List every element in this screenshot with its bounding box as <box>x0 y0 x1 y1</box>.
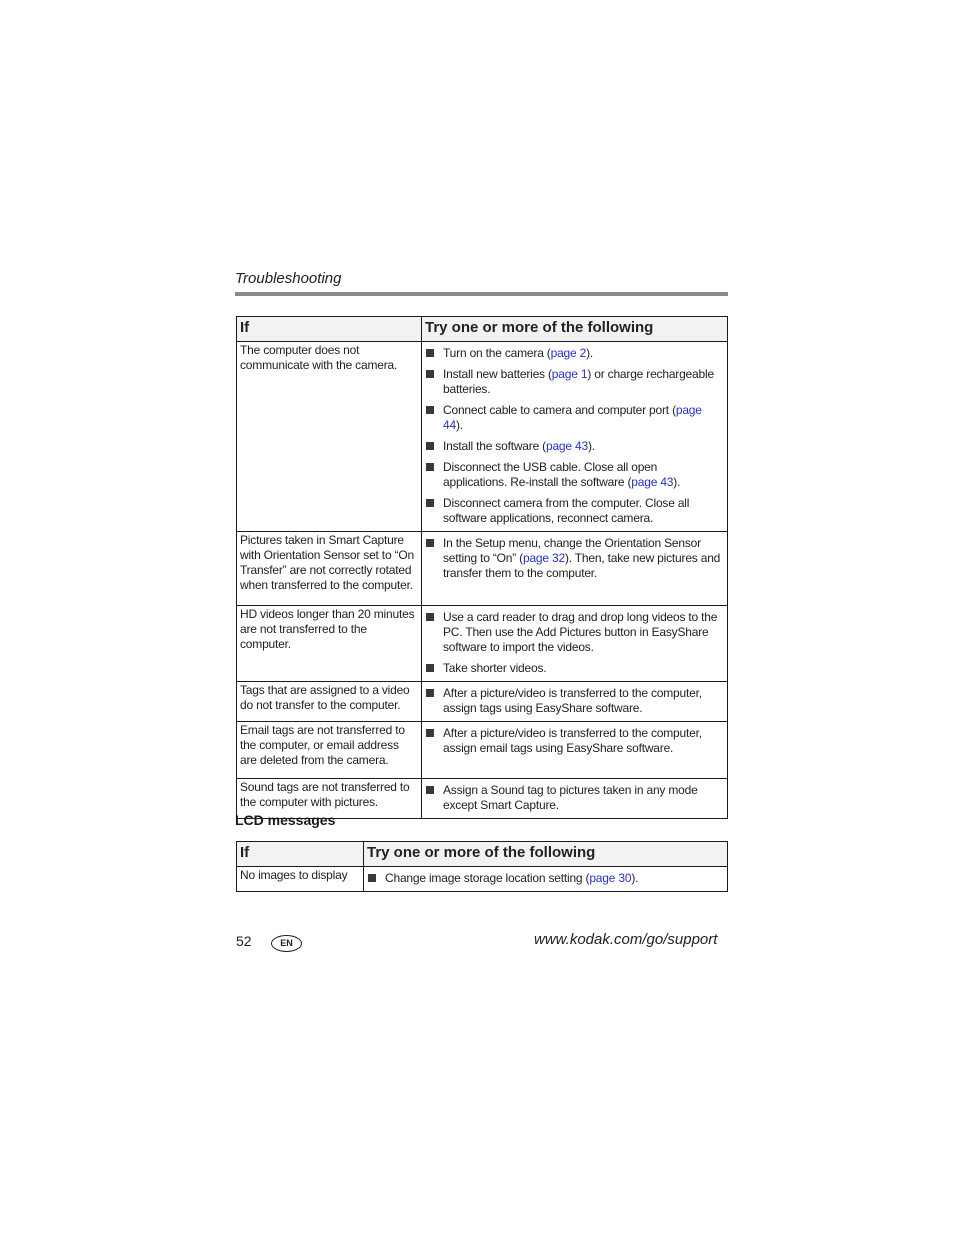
page-link[interactable]: page 32 <box>522 551 565 565</box>
solution-text-end: ). <box>587 439 595 453</box>
solution-item <box>425 536 723 581</box>
square-bullet-icon <box>426 539 434 547</box>
solution-text-end: ) or charge rechargeable batteries. <box>443 367 714 396</box>
square-bullet-icon <box>426 406 434 414</box>
solution-text-end: ). <box>455 418 463 432</box>
square-bullet-icon <box>426 349 434 357</box>
section-title: Troubleshooting <box>235 270 342 287</box>
condition-cell: Pictures taken in Smart Capture with Orientation Sensor set to “On Transfer” are not correctly rotated when transferred to the computer. <box>237 532 422 606</box>
solutions-cell <box>422 606 728 682</box>
solution-item <box>425 610 723 655</box>
solution-item <box>425 403 723 433</box>
lcd-messages-table <box>236 841 728 892</box>
troubleshooting-table <box>236 316 728 819</box>
solution-text: In the Setup menu, change the Orientation Sensor setting to “On” ( <box>443 536 701 565</box>
solution-text-end: ). <box>673 475 681 489</box>
page-link[interactable]: page 44 <box>443 403 702 432</box>
solution-text-end: ). <box>586 346 594 360</box>
solution-list <box>425 726 723 756</box>
solution-list <box>367 871 723 886</box>
solution-item <box>425 726 723 756</box>
condition-cell: Tags that are assigned to a video do not transfer to the computer. <box>237 682 422 722</box>
solution-item <box>425 460 723 490</box>
condition-cell: HD videos longer than 20 minutes are not transferred to the computer. <box>237 606 422 682</box>
square-bullet-icon <box>426 499 434 507</box>
header-rule <box>235 292 728 296</box>
solution-text: After a picture/video is transferred to the computer, assign tags using EasyShare software. <box>443 686 702 715</box>
table-row <box>237 682 728 722</box>
solution-item <box>425 783 723 813</box>
solution-text: Change image storage location setting ( <box>385 871 590 885</box>
col-header-if: If <box>237 317 422 342</box>
square-bullet-icon <box>426 689 434 697</box>
solutions-cell <box>422 722 728 779</box>
solution-item <box>425 686 723 716</box>
solution-text: Connect cable to camera and computer port ( <box>443 403 676 417</box>
page-link[interactable]: page 1 <box>551 367 588 381</box>
solutions-cell <box>422 682 728 722</box>
solution-text: Disconnect camera from the computer. Close all software applications, reconnect camera. <box>443 496 690 525</box>
solution-text: Disconnect the USB cable. Close all open applications. Re-install the software ( <box>443 460 658 489</box>
table-row <box>237 606 728 682</box>
solution-text-end: ). <box>631 871 639 885</box>
solution-item <box>425 346 723 361</box>
condition-cell: Sound tags are not transferred to the computer with pictures. <box>237 779 422 819</box>
solution-item <box>367 871 723 886</box>
page-link[interactable]: page 43 <box>631 475 674 489</box>
solution-text-end: ). Then, take new pictures and transfer them to the computer. <box>443 551 721 580</box>
square-bullet-icon <box>426 463 434 471</box>
solution-list <box>425 783 723 813</box>
table-row <box>237 867 728 892</box>
solution-list <box>425 536 723 581</box>
solution-text: Install new batteries ( <box>443 367 552 381</box>
square-bullet-icon <box>426 664 434 672</box>
language-badge: EN <box>271 935 302 952</box>
solution-text: Use a card reader to drag and drop long videos to the PC. Then use the Add Pictures button in EasyShare software to import the videos. <box>443 610 718 654</box>
square-bullet-icon <box>426 729 434 737</box>
table-row <box>237 532 728 606</box>
col-header-if: If <box>237 842 364 867</box>
condition-cell: The computer does not communicate with the camera. <box>237 342 422 532</box>
condition-cell: Email tags are not transferred to the computer, or email address are deleted from the camera. <box>237 722 422 779</box>
solutions-cell <box>364 867 728 892</box>
solution-list <box>425 610 723 676</box>
solutions-cell <box>422 779 728 819</box>
square-bullet-icon <box>426 370 434 378</box>
page-number: 52 <box>236 933 252 949</box>
solution-text: After a picture/video is transferred to the computer, assign email tags using EasyShare software. <box>443 726 702 755</box>
support-url: www.kodak.com/go/support <box>534 931 718 948</box>
square-bullet-icon <box>426 442 434 450</box>
page-link[interactable]: page 2 <box>550 346 587 360</box>
solution-item <box>425 367 723 397</box>
lcd-messages-heading: LCD messages <box>235 812 336 828</box>
square-bullet-icon <box>368 874 376 882</box>
solution-item <box>425 439 723 454</box>
solution-text: Take shorter videos. <box>443 661 547 675</box>
solution-list <box>425 686 723 716</box>
solution-text: Install the software ( <box>443 439 546 453</box>
square-bullet-icon <box>426 786 434 794</box>
page-link[interactable]: page 30 <box>589 871 632 885</box>
page-link[interactable]: page 43 <box>545 439 588 453</box>
solution-item <box>425 661 723 676</box>
solution-list <box>425 346 723 526</box>
col-header-try: Try one or more of the following <box>422 317 728 342</box>
table-row <box>237 342 728 532</box>
condition-cell: No images to display <box>237 867 364 892</box>
table-row <box>237 722 728 779</box>
col-header-try: Try one or more of the following <box>364 842 728 867</box>
solutions-cell <box>422 532 728 606</box>
solution-item <box>425 496 723 526</box>
solutions-cell <box>422 342 728 532</box>
solution-text: Assign a Sound tag to pictures taken in any mode except Smart Capture. <box>443 783 698 812</box>
solution-text: Turn on the camera ( <box>443 346 551 360</box>
square-bullet-icon <box>426 613 434 621</box>
